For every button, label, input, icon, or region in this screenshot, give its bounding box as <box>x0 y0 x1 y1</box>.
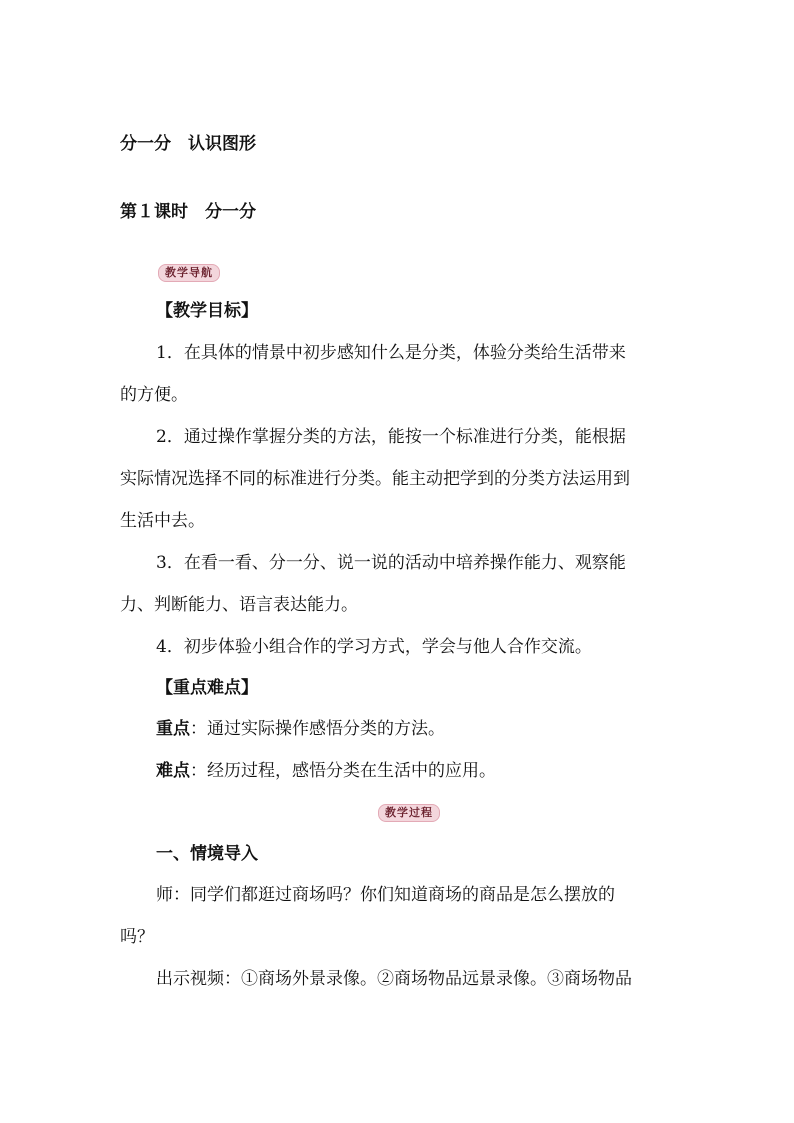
goal-4-line-1: 4．初步体验小组合作的学习方式，学会与他人合作交流。 <box>156 637 592 657</box>
key-point-label: 重点 <box>156 719 190 739</box>
goal-2-line-3: 生活中去。 <box>120 511 205 531</box>
key-difficult-heading: 【重点难点】 <box>156 678 258 698</box>
difficult-point-label: 难点 <box>156 761 190 781</box>
teaching-navigation-badge: 教学导航 <box>158 264 220 282</box>
goal-2-line-2: 实际情况选择不同的标准进行分类。能主动把学到的分类方法运用到 <box>120 469 630 489</box>
key-point-line <box>156 721 445 738</box>
goal-3-line-2: 力、判断能力、语言表达能力。 <box>120 595 358 615</box>
section-1-heading: 一、情境导入 <box>156 844 258 864</box>
goal-2-line-1: 2．通过操作掌握分类的方法，能按一个标准进行分类，能根据 <box>156 427 626 447</box>
difficult-point-line <box>156 763 496 780</box>
goal-3-line-1: 3．在看一看、分一分、说一说的活动中培养操作能力、观察能 <box>156 553 626 573</box>
goal-1-line-1: 1．在具体的情景中初步感知什么是分类，体验分类给生活带来 <box>156 343 626 363</box>
video-line: 出示视频：①商场外景录像。②商场物品远景录像。③商场物品 <box>156 969 632 989</box>
goal-1-line-2: 的方便。 <box>120 385 188 405</box>
key-point-text: ：通过实际操作感悟分类的方法。 <box>190 719 445 739</box>
lesson-title: 第１课时 分一分 <box>120 202 256 222</box>
difficult-point-text: ：经历过程，感悟分类在生活中的应用。 <box>190 761 496 781</box>
goals-heading: 【教学目标】 <box>156 301 258 321</box>
doc-title: 分一分 认识图形 <box>120 134 256 154</box>
teaching-process-badge: 教学过程 <box>378 804 440 822</box>
teacher-line-1: 师：同学们都逛过商场吗？你们知道商场的商品是怎么摆放的 <box>156 885 615 905</box>
teacher-line-2: 吗？ <box>120 927 154 947</box>
